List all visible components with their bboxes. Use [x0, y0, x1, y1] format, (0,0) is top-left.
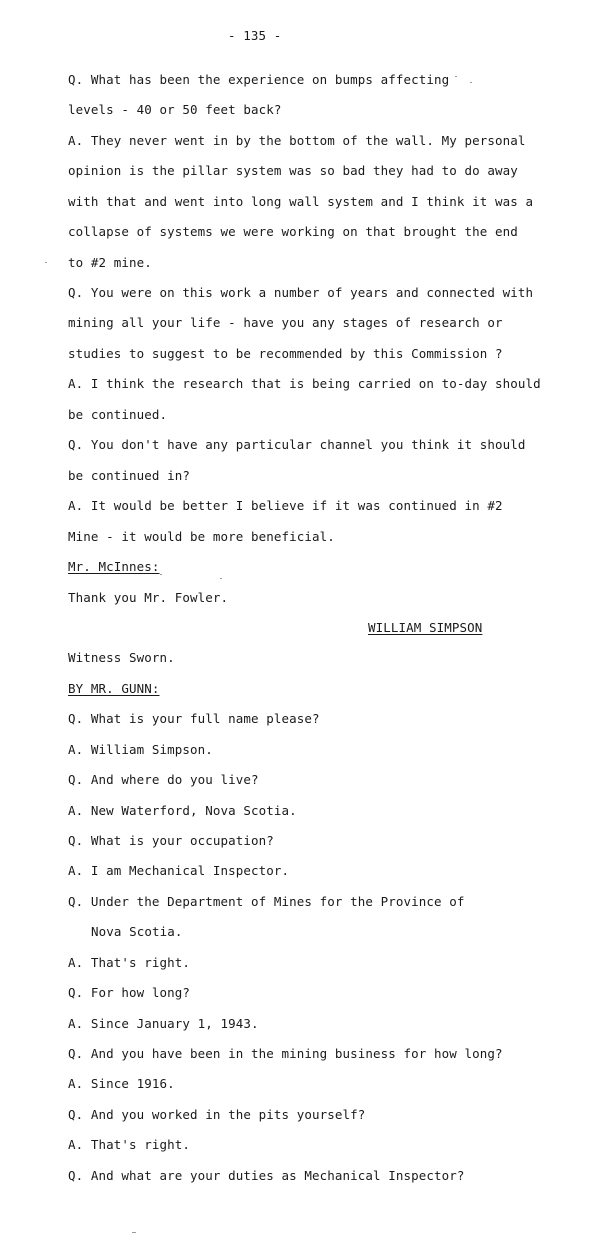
question-line: Q. You were on this work a number of years and connected with: [68, 285, 534, 300]
text-line: Mine - it would be more beneficial.: [68, 529, 335, 544]
question-line: Q. For how long?: [68, 985, 191, 1000]
text-line: Nova Scotia.: [91, 924, 183, 939]
question-line: Q. What has been the experience on bumps affecting: [68, 72, 450, 87]
text-line: Witness Sworn.: [68, 650, 175, 665]
question-line: Q. And you worked in the pits yourself?: [68, 1107, 366, 1122]
question-line: Q. What is your occupation?: [68, 833, 274, 848]
text-line: with that and went into long wall system and I think it was a: [68, 194, 534, 209]
scan-speck: [160, 574, 162, 575]
witness-name-heading: WILLIAM SIMPSON: [368, 620, 483, 635]
answer-line: A. It would be better I believe if it was continued in #2: [68, 498, 503, 513]
answer-line: A. Since 1916.: [68, 1076, 175, 1091]
text-line: be continued in?: [68, 468, 191, 483]
answer-line: A. William Simpson.: [68, 742, 213, 757]
scan-speck: [470, 82, 472, 83]
text-line: mining all your life - have you any stages of research or: [68, 315, 503, 330]
text-line: studies to suggest to be recommended by this Commission ?: [68, 346, 503, 361]
scan-speck: [45, 262, 47, 263]
scan-speck: [132, 1232, 136, 1233]
page-number: - 135 -: [228, 28, 282, 43]
answer-line: A. I am Mechanical Inspector.: [68, 863, 290, 878]
question-line: Q. What is your full name please?: [68, 711, 320, 726]
text-line: Thank you Mr. Fowler.: [68, 590, 229, 605]
answer-line: A. Since January 1, 1943.: [68, 1016, 259, 1031]
scan-speck: [220, 578, 222, 579]
question-line: Q. Under the Department of Mines for the Province of: [68, 894, 465, 909]
question-line: Q. And where do you live?: [68, 772, 259, 787]
text-line: to #2 mine.: [68, 255, 152, 270]
answer-line: A. That's right.: [68, 1137, 191, 1152]
answer-line: A. They never went in by the bottom of the wall. My personal: [68, 133, 526, 148]
question-line: Q. And you have been in the mining business for how long?: [68, 1046, 503, 1061]
question-line: Q. And what are your duties as Mechanical Inspector?: [68, 1168, 465, 1183]
text-line: opinion is the pillar system was so bad they had to do away: [68, 163, 518, 178]
answer-line: A. New Waterford, Nova Scotia.: [68, 803, 297, 818]
speaker-heading: Mr. McInnes:: [68, 559, 160, 574]
text-line: levels - 40 or 50 feet back?: [68, 102, 282, 117]
text-line: be continued.: [68, 407, 168, 422]
question-line: Q. You don't have any particular channel you think it should: [68, 437, 526, 452]
examiner-heading: BY MR. GUNN:: [68, 681, 160, 696]
scan-speck: [455, 76, 457, 77]
answer-line: A. I think the research that is being carried on to-day should: [68, 376, 541, 391]
text-line: collapse of systems we were working on that brought the end: [68, 224, 518, 239]
answer-line: A. That's right.: [68, 955, 191, 970]
